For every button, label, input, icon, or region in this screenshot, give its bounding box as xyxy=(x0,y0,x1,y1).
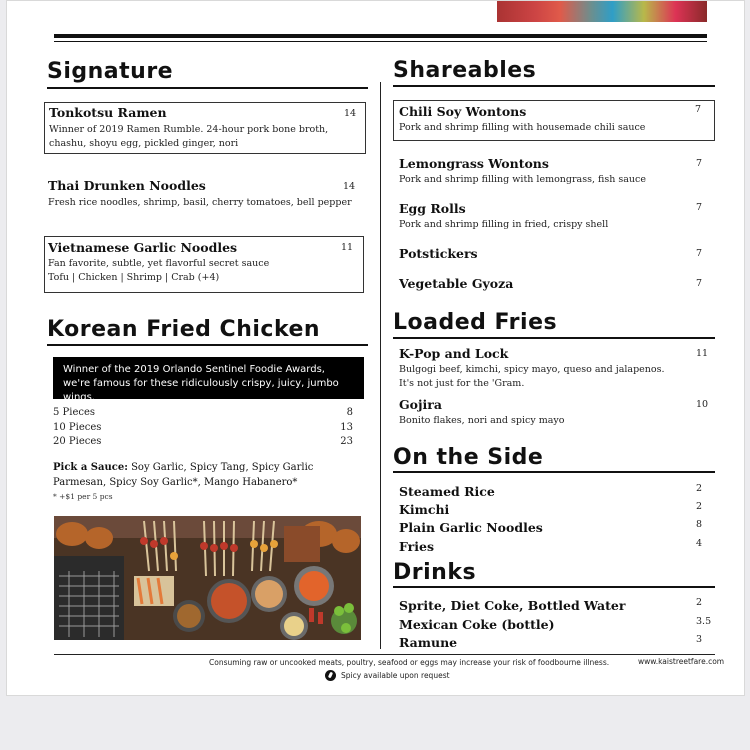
item-desc-2: It's not just for the 'Gram. xyxy=(399,378,525,389)
section-rule xyxy=(47,87,368,89)
option-price: 23 xyxy=(340,436,353,447)
section-rule xyxy=(393,586,715,588)
column-divider xyxy=(380,82,381,649)
item-name: Sprite, Diet Coke, Bottled Water xyxy=(399,598,626,613)
section-title-signature: Signature xyxy=(47,59,174,84)
menu-item-potstickers[interactable] xyxy=(399,246,709,262)
item-desc: Bulgogi beef, kimchi, spicy mayo, queso and jalapenos. xyxy=(399,364,665,375)
item-name: Chili Soy Wontons xyxy=(399,104,527,119)
menu-item-mexican-coke[interactable] xyxy=(399,614,712,633)
item-desc: Fan favorite, subtle, yet flavorful secret sauce xyxy=(48,258,270,269)
item-price: 7 xyxy=(696,202,703,213)
street-food-photo-illustration xyxy=(54,516,361,640)
item-desc: Pork and shrimp filling with lemongrass, fish sauce xyxy=(399,174,646,185)
option-price: 13 xyxy=(340,422,353,433)
item-name: Mexican Coke (bottle) xyxy=(399,617,555,632)
menu-item-egg-rolls[interactable] xyxy=(399,201,709,232)
item-price: 11 xyxy=(696,348,709,359)
menu-item-kimchi[interactable] xyxy=(399,499,703,518)
section-rule xyxy=(47,344,368,346)
item-name: Thai Drunken Noodles xyxy=(48,178,206,193)
item-price: 14 xyxy=(343,181,356,192)
spicy-note-text: Spicy available upon request xyxy=(341,671,450,680)
top-rule-thin xyxy=(54,41,707,42)
spicy-pepper-icon xyxy=(325,670,336,681)
section-rule xyxy=(393,471,715,473)
sauce-note: * +$1 per 5 pcs xyxy=(53,492,113,501)
menu-item-tonkotsu-ramen[interactable] xyxy=(44,102,366,154)
item-price: 7 xyxy=(696,158,703,169)
option-label: 5 Pieces xyxy=(53,407,96,418)
section-title-shareables: Shareables xyxy=(393,58,537,83)
item-name: Fries xyxy=(399,539,434,554)
menu-item-chili-soy-wontons[interactable] xyxy=(393,100,715,141)
section-rule xyxy=(393,337,715,339)
item-price: 2 xyxy=(696,597,703,608)
kfc-option-20-pieces[interactable] xyxy=(53,436,353,447)
footer-rule xyxy=(54,654,715,655)
item-desc: Winner of 2019 Ramen Rumble. 24-hour pork bone broth, chashu, shoyu egg, pickled ginger, nori xyxy=(49,124,329,149)
menu-item-plain-garlic-noodles[interactable] xyxy=(399,517,703,536)
website-url[interactable]: www.kaistreetfare.com xyxy=(638,657,725,666)
item-price: 7 xyxy=(695,104,702,115)
kfc-award-banner: Winner of the 2019 Orlando Sentinel Foodie Awards, we're famous for these ridiculously crispy, juicy, jumbo wings. xyxy=(53,357,364,399)
item-name: Tonkotsu Ramen xyxy=(49,105,167,120)
menu-item-vietnamese-garlic-noodles[interactable] xyxy=(44,236,364,293)
item-name: Egg Rolls xyxy=(399,201,466,216)
menu-item-ramune[interactable] xyxy=(399,632,703,651)
spicy-note xyxy=(325,670,450,681)
item-desc: Bonito flakes, nori and spicy mayo xyxy=(399,415,565,426)
item-name: Vegetable Gyoza xyxy=(399,276,514,291)
item-name: Plain Garlic Noodles xyxy=(399,520,543,535)
item-price: 8 xyxy=(696,519,703,530)
foodborne-illness-disclaimer: Consuming raw or uncooked meats, poultry, seafood or eggs may increase your risk of foodbourne illness. xyxy=(209,658,610,667)
item-name: Lemongrass Wontons xyxy=(399,156,549,171)
item-name: Kimchi xyxy=(399,502,450,517)
item-price: 7 xyxy=(696,278,703,289)
item-name: K-Pop and Lock xyxy=(399,346,509,361)
section-title-drinks: Drinks xyxy=(393,560,477,585)
item-name: Ramune xyxy=(399,635,458,650)
street-food-photo xyxy=(54,516,361,640)
option-label: 20 Pieces xyxy=(53,436,102,447)
menu-item-lemongrass-wontons[interactable] xyxy=(399,156,709,187)
item-desc: Pork and shrimp filling in fried, crispy shell xyxy=(399,219,609,230)
sauce-options xyxy=(53,461,353,490)
item-name: Vietnamese Garlic Noodles xyxy=(48,240,238,255)
header-photo-strip xyxy=(497,1,707,22)
item-price: 10 xyxy=(696,399,709,410)
item-desc: Fresh rice noodles, shrimp, basil, cherry tomatoes, bell pepper xyxy=(48,197,352,208)
menu-item-vegetable-gyoza[interactable] xyxy=(399,276,709,292)
menu-item-steamed-rice[interactable] xyxy=(399,481,703,500)
item-price: 2 xyxy=(696,483,703,494)
menu-item-k-pop-and-lock[interactable] xyxy=(399,346,709,391)
option-label: 10 Pieces xyxy=(53,422,102,433)
menu-page xyxy=(6,0,745,696)
menu-item-thai-drunken-noodles[interactable] xyxy=(48,178,366,210)
item-price: 4 xyxy=(696,538,703,549)
section-rule xyxy=(393,85,715,87)
item-price: 2 xyxy=(696,501,703,512)
kfc-option-10-pieces[interactable] xyxy=(53,422,353,433)
item-desc: Pork and shrimp filling with housemade chili sauce xyxy=(399,122,646,133)
item-price: 14 xyxy=(344,108,357,119)
menu-item-sprite-diet-coke-water[interactable] xyxy=(399,595,703,614)
item-options: Tofu | Chicken | Shrimp | Crab (+4) xyxy=(48,272,220,283)
item-name: Steamed Rice xyxy=(399,484,495,499)
section-title-on-the-side: On the Side xyxy=(393,445,544,470)
item-price: 3 xyxy=(696,634,703,645)
section-title-korean-fried-chicken: Korean Fried Chicken xyxy=(47,317,321,342)
item-price: 7 xyxy=(696,248,703,259)
item-price: 3.5 xyxy=(696,616,712,627)
menu-item-gojira[interactable] xyxy=(399,397,709,428)
menu-item-fries[interactable] xyxy=(399,536,703,555)
option-price: 8 xyxy=(346,407,353,418)
item-name: Potstickers xyxy=(399,246,478,261)
sauce-list: Soy Garlic, Spicy Tang, Spicy Garlic Parmesan, Spicy Soy Garlic*, Mango Habanero* xyxy=(53,462,314,488)
sauce-label: Pick a Sauce: xyxy=(53,462,128,473)
item-price: 11 xyxy=(341,242,354,253)
item-name: Gojira xyxy=(399,397,442,412)
top-rule-thick xyxy=(54,34,707,38)
kfc-option-5-pieces[interactable] xyxy=(53,407,353,418)
section-title-loaded-fries: Loaded Fries xyxy=(393,310,558,335)
